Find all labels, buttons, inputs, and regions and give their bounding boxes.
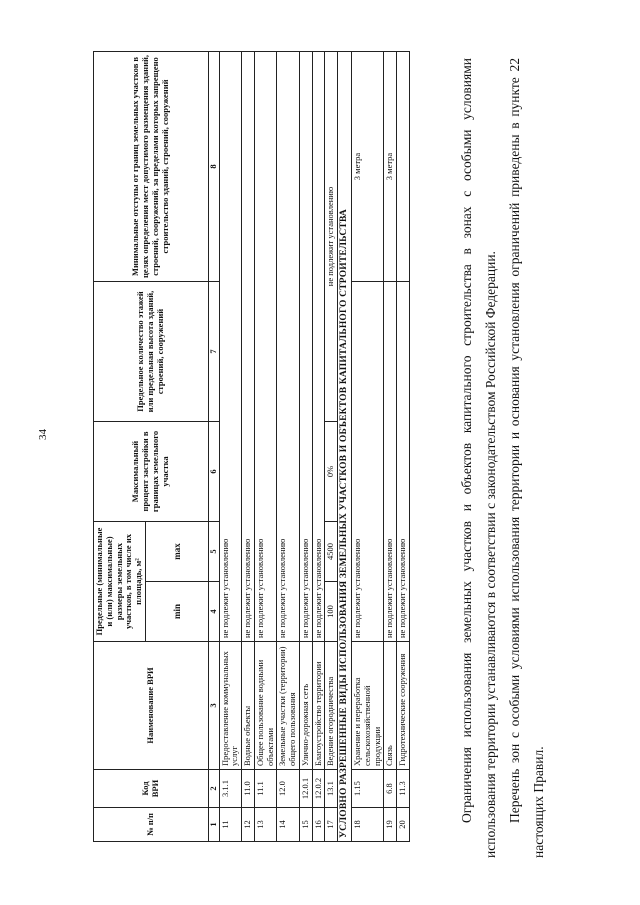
row-code: 1.15 [352,770,384,808]
table-row [384,52,397,842]
paragraph-zones-list: Перечень зон с особыми условиями использования территории и основания установления ограничений приведены в пункте 22 настоящих Правил. [507,58,546,858]
header-max: max [145,522,208,582]
index-cell: 7 [208,282,219,422]
table-row [397,52,410,842]
table-row [352,52,384,842]
index-row [208,52,219,842]
row-code: 3.1.1 [219,770,242,808]
row-code: 12.0 [277,770,300,808]
row-code: 12.0.1 [299,770,312,808]
row-name: Водные объекты [242,642,255,770]
index-cell: 8 [208,52,219,282]
row-name: Улично-дорожная сеть [299,642,312,770]
row-name: Общее пользование водными объектами [254,642,277,770]
row-merged: не подлежит установлению [254,52,277,642]
table-row [277,52,300,842]
paragraph-restrictions: Ограничения использования земельных участков и объектов капитального строительства в зонах с особыми условиями использования территории устанавливаются в соответствии с законодательством Российской Федерации. [459,58,498,858]
row-num: 19 [384,808,397,842]
table-row [219,52,242,842]
header-code: Код ВРИ [94,770,209,808]
row-num: 18 [352,808,384,842]
index-cell: 4 [208,582,219,642]
row-code: 11.0 [242,770,255,808]
row-num: 15 [299,808,312,842]
header-min: min [145,582,208,642]
table-row [242,52,255,842]
row-num: 12 [242,808,255,842]
row-name: Связь [384,642,397,770]
row-code: 11.1 [254,770,277,808]
row-max: 4500 [325,522,338,582]
row-merged: не подлежит установлению [352,282,384,642]
row-num: 20 [397,808,410,842]
row-code: 11.3 [397,770,410,808]
index-cell: 2 [208,770,219,808]
table-row [299,52,312,842]
row-merged: не подлежит установлению [299,52,312,642]
header-area: Предельные (минимальные и (или) максимальные) размеры земельных участков, в том числе их площадь, м² [94,522,146,642]
index-cell: 1 [208,808,219,842]
row-merged: не подлежит установлению [277,52,300,642]
row-name: Благоустройство территории [312,642,325,770]
table-row [325,52,338,842]
row-merged: не подлежит установлению [312,52,325,642]
row-setback: 3 метра [352,52,384,282]
row-num: 11 [219,808,242,842]
row-num: 17 [325,808,338,842]
row-merged: не подлежит установлению [384,282,397,642]
index-cell: 6 [208,422,219,522]
row-merged: не подлежит установлению [219,52,242,642]
row-num: 16 [312,808,325,842]
index-cell: 5 [208,522,219,582]
row-min: 100 [325,582,338,642]
row-code: 13.1 [325,770,338,808]
header-name: Наименование ВРИ [94,642,209,770]
rotated-table-block [93,52,438,842]
page-number: 34 [37,429,49,440]
table-row [312,52,325,842]
header-coverage: Максимальный процент застройки в границах земельного участка [94,422,209,522]
table-row [254,52,277,842]
row-name: Хранение и переработка сельскохозяйственной продукции [352,642,384,770]
row-merged: не подлежит установлению [397,282,410,642]
section-row [338,52,352,842]
section-title: УСЛОВНО РАЗРЕШЕННЫЕ ВИДЫ ИСПОЛЬЗОВАНИЯ ЗЕМЕЛЬНЫХ УЧАСТКОВ И ОБЪЕКТОВ КАПИТАЛЬНОГО СТРОИТЕЛЬСТВА [338,52,352,842]
header-floors: Предельное количество этажей или предельная высота зданий, строений, сооружений [94,282,209,422]
row-setback: 3 метра [384,52,397,282]
body-text [455,58,551,858]
row-name: Ведение огородничества [325,642,338,770]
row-coverage: 0% [325,422,338,522]
row-name: Земельные участки (территории) общего пользования [277,642,300,770]
zoning-table [93,51,410,842]
row-num: 14 [277,808,300,842]
row-code: 6.8 [384,770,397,808]
index-cell: 3 [208,642,219,770]
row-merged: не подлежит установлению [242,52,255,642]
row-code: 12.0.2 [312,770,325,808]
row-name: Предоставление коммунальных услуг [219,642,242,770]
header-num: № п/п [94,808,209,842]
row-setback [397,52,410,282]
header-setback: Минимальные отступы от границ земельных участков в целях определения мест допустимого размещения зданий, строений, сооружений, за пределами которых запрещено строительство зданий, строений, сооружений [94,52,209,282]
row-merged: не подлежит установлению [325,52,338,422]
row-num: 13 [254,808,277,842]
row-name: Гидротехнические сооружения [397,642,410,770]
